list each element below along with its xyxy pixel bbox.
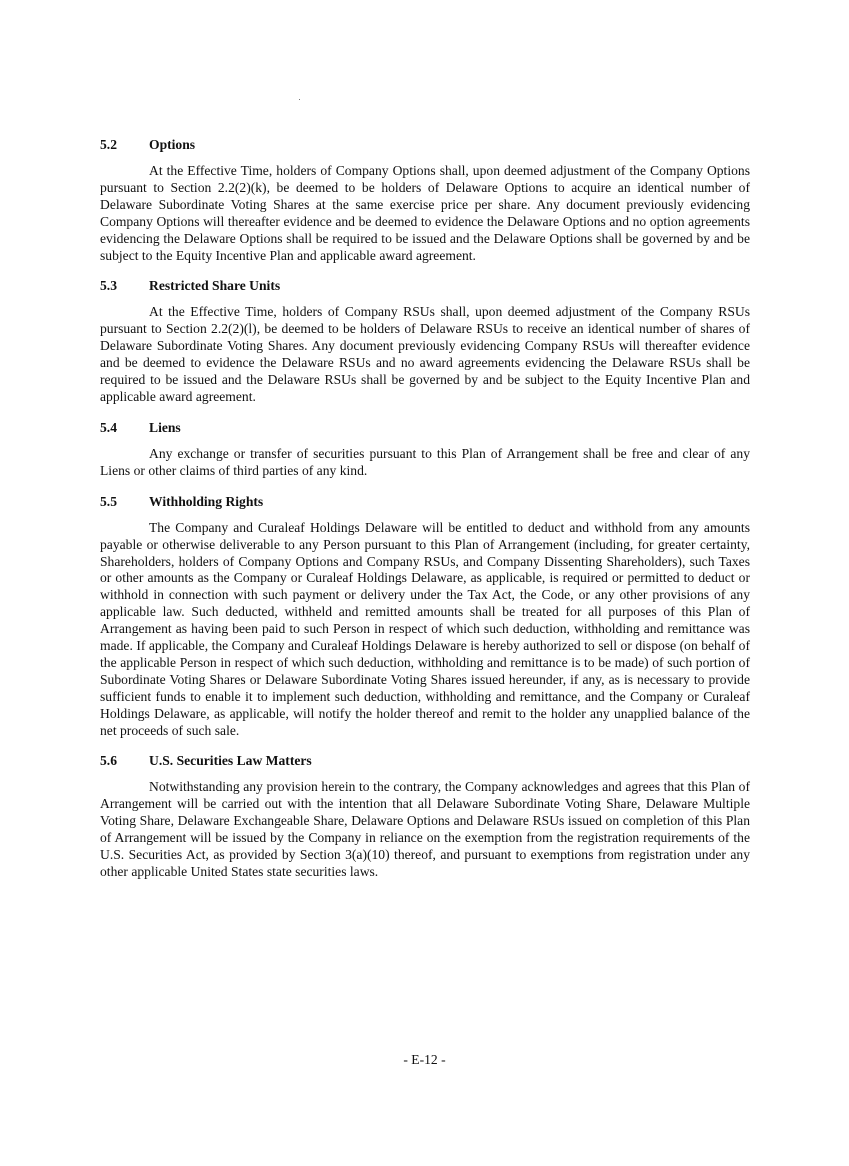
- section-title: Options: [149, 137, 196, 152]
- section-heading: [100, 419, 750, 436]
- section-heading: [100, 136, 750, 153]
- section-body: Notwithstanding any provision herein to the contrary, the Company acknowledges and agrees that this Plan of Arrangement will be carried out with the intention that all Delaware Subordinate Voting Share, Delaware Multiple Voting Share, Delaware Exchangeable Share, Delaware Options and Delaware RSUs issued on completion of this Plan of Arrangement will be issued by the Company in reliance on the exemption from the registration requirements of the U.S. Securities Act, as provided by Section 3(a)(10) thereof, and pursuant to exemptions from registration under any other applicable United States state securities laws.: [100, 779, 750, 879]
- section-number: 5.2: [100, 137, 117, 152]
- stray-mark: [299, 99, 300, 100]
- section-heading: [100, 277, 750, 294]
- section-number: 5.3: [100, 278, 117, 294]
- section-number: 5.5: [100, 493, 117, 509]
- section-title: Restricted Share Units: [149, 278, 281, 294]
- section-heading: [100, 752, 750, 769]
- section-title: U.S. Securities Law Matters: [149, 753, 312, 769]
- section-withholding-rights: [100, 493, 750, 740]
- section-liens: [100, 419, 750, 480]
- section-body: At the Effective Time, holders of Company Options shall, upon deemed adjustment of the Company Options pursuant to Section 2.2(2)(k), be deemed to be holders of Delaware Options to acquire an identical number of Delaware Subordinate Voting Shares at the same exercise price per share. Any document previously evidencing Company Options will thereafter evidence and be deemed to evidence the Delaware Options and no option agreements evidencing the Delaware Options shall be required to be issued and the Delaware Options shall be governed by and be subject to the Equity Incentive Plan and applicable award agreement.: [100, 163, 750, 263]
- section-body: The Company and Curaleaf Holdings Delaware will be entitled to deduct and withhold from any amounts payable or otherwise deliverable to any Person pursuant to this Plan of Arrangement (including, for greater certainty, Shareholders, holders of Company Options and Company RSUs, and Company Dissenting Shareholders), such Taxes or other amounts as the Company or Curaleaf Holdings Delaware, as applicable, is required or permitted to deduct or withhold in connection with such payment or delivery under the Tax Act, the Code, or any other provisions of any applicable law. Such deducted, withheld and remitted amounts shall be treated for all purposes of this Plan of Arrangement as having been paid to such Person in respect of which such deduction, withholding and remittance was made. If applicable, the Company and Curaleaf Holdings Delaware is hereby authorized to sell or dispose (on behalf of the applicable Person in respect of which such deduction, withholding and remittance is to be made) of such portion of Subordinate Voting Shares or Delaware Subordinate Voting Shares issued hereunder, if any, as is necessary to provide sufficient funds to enable it to implement such deduction, withholding and remittance, and the Company or Curaleaf Holdings Delaware, as applicable, will notify the holder thereof and remit to the holder any unapplied balance of the net proceeds of such sale.: [100, 519, 750, 738]
- page-content: [100, 136, 750, 894]
- page-number: - E-12 -: [403, 1052, 446, 1067]
- section-body: At the Effective Time, holders of Company RSUs shall, upon deemed adjustment of the Company RSUs pursuant to Section 2.2(2)(l), be deemed to be holders of Delaware RSUs to receive an identical number of shares of Delaware Subordinate Voting Shares. Any document previously evidencing Company RSUs will thereafter evidence and be deemed to evidence the Delaware RSUs and no award agreements evidencing the Delaware RSUs shall be required to be issued and the Delaware RSUs shall be governed by and be subject to the Equity Incentive Plan and applicable award agreement.: [100, 304, 750, 404]
- section-title: Liens: [149, 419, 181, 435]
- section-options: [100, 136, 750, 264]
- section-title: Withholding Rights: [149, 493, 264, 509]
- section-restricted-share-units: [100, 277, 750, 405]
- section-number: 5.4: [100, 419, 117, 435]
- section-us-securities-law-matters: [100, 752, 750, 880]
- section-number: 5.6: [100, 753, 117, 769]
- section-heading: [100, 493, 750, 510]
- section-body: Any exchange or transfer of securities pursuant to this Plan of Arrangement shall be free and clear of any Liens or other claims of third parties of any kind.: [100, 445, 750, 478]
